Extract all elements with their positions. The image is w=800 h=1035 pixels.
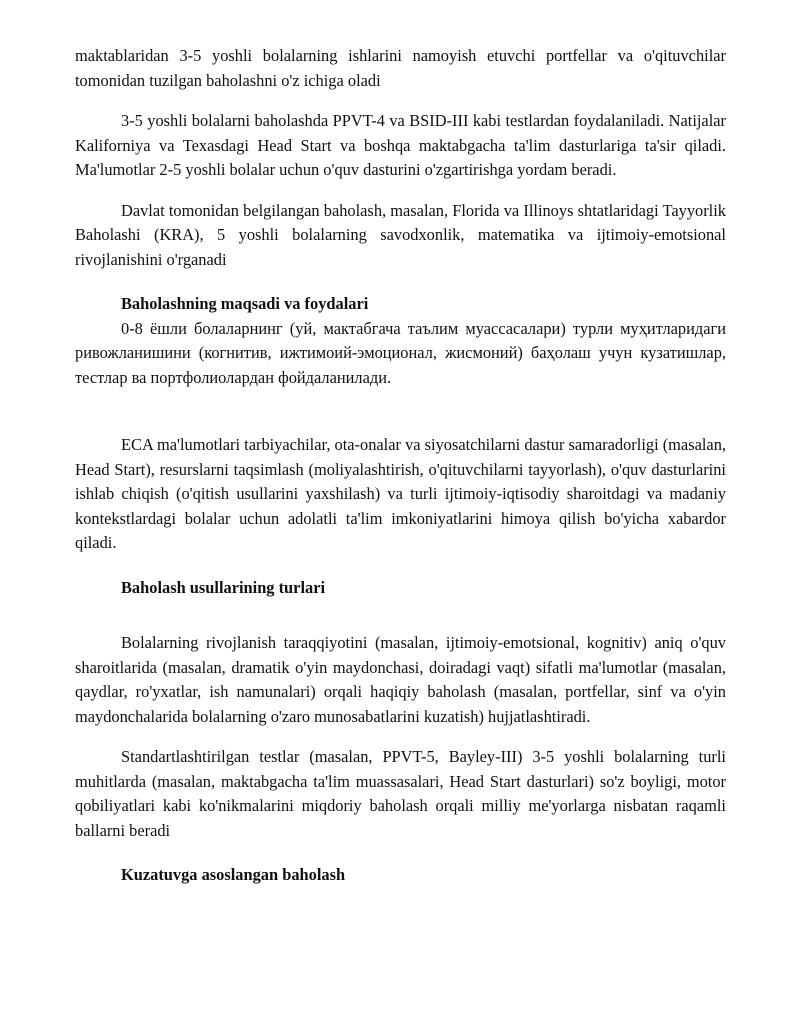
paragraph-state-assessment: Davlat tomonidan belgilangan baholash, masalan, Florida va Illinoys shtatlaridagi Tayyorlik Baholashi (KRA), 5 yoshli bolalarning savodxonlik, matematika va ijtimoiy-emotsional rivojlanishini o'rganadi (75, 200, 726, 269)
paragraph-standardized-tests: Standartlashtirilgan testlar (masalan, PPVT-5, Bayley-III) 3-5 yoshli bolalarning turli muhitlarda (masalan, maktabgacha ta'lim muassasalari, Head Start dasturlari) so'z boyligi, motor qobiliyatlari kabi ko'nikmalarini miqdoriy baholash orqali milliy me'yorlarga nisbatan raqamli ballarni beradi (75, 747, 726, 840)
heading-observation-assessment: Kuzatuvga asoslangan baholash (121, 865, 346, 884)
paragraph-authentic-assessment: Bolalarning rivojlanish taraqqiyotini (masalan, ijtimoiy-emotsional, kognitiv) aniq o'quv sharoitlarida (masalan, dramatik o'yin maydonchasi, doiradagi vaqt) sifatli ma'lumotlar (masalan, qaydlar, ro'yxatlar, ish namunalari) orqali haqiqiy baholash (masalan, portfellar, sinf va o'yin maydonchalarida bolalarning o'zaro munosabatlarini kuzatish) hujjatlashtiradi. (75, 633, 726, 726)
document-page (75, 44, 726, 888)
paragraph-observations-cyrillic: 0-8 ёшли болаларнинг (уй, мактабгача таълим муассасалари) турли муҳитларидаги ривожланишини (когнитив, ижтимоий-эмоционал, жисмоний) баҳолаш учун кузатишлар, тестлар ва портфолиолардан фойдаланилади. (75, 318, 726, 387)
heading-purpose-benefits: Baholashning maqsadi va foydalari (121, 294, 369, 313)
paragraph-tests: 3-5 yoshli bolalarni baholashda PPVT-4 va BSID-III kabi testlardan foydalaniladi. Natijalar Kaliforniya va Texasdagi Head Start va boshqa maktabgacha ta'lim dasturlariga ta'sir qiladi. Ma'lumotlar 2-5 yoshli bolalar uchun o'quv dasturini o'zgartirishga yordam beradi. (75, 111, 726, 179)
paragraph-eca-data: ECA ma'lumotlari tarbiyachilar, ota-onalar va siyosatchilarni dastur samaradorligi (masalan, Head Start), resurslarni taqsimlash (moliyalashtirish, o'qituvchilarni tayyorlash), o'quv dasturlarini ishlab chiqish (o'qitish usullarini yaxshilash) va turli ijtimoiy-iqtisodiy sharoitdagi va madaniy kontekstlardagi bolalar uchun adolatli ta'lim imkoniyatlarini himoya qilish bo'yicha xabardor qiladi. (75, 435, 726, 552)
paragraph-portfolios: maktablaridan 3-5 yoshli bolalarning ishlarini namoyish etuvchi portfellar va o'qituvchilar tomonidan tuzilgan baholashni o'z ichiga oladi (75, 46, 726, 90)
heading-assessment-types: Baholash usullarining turlari (121, 577, 326, 597)
